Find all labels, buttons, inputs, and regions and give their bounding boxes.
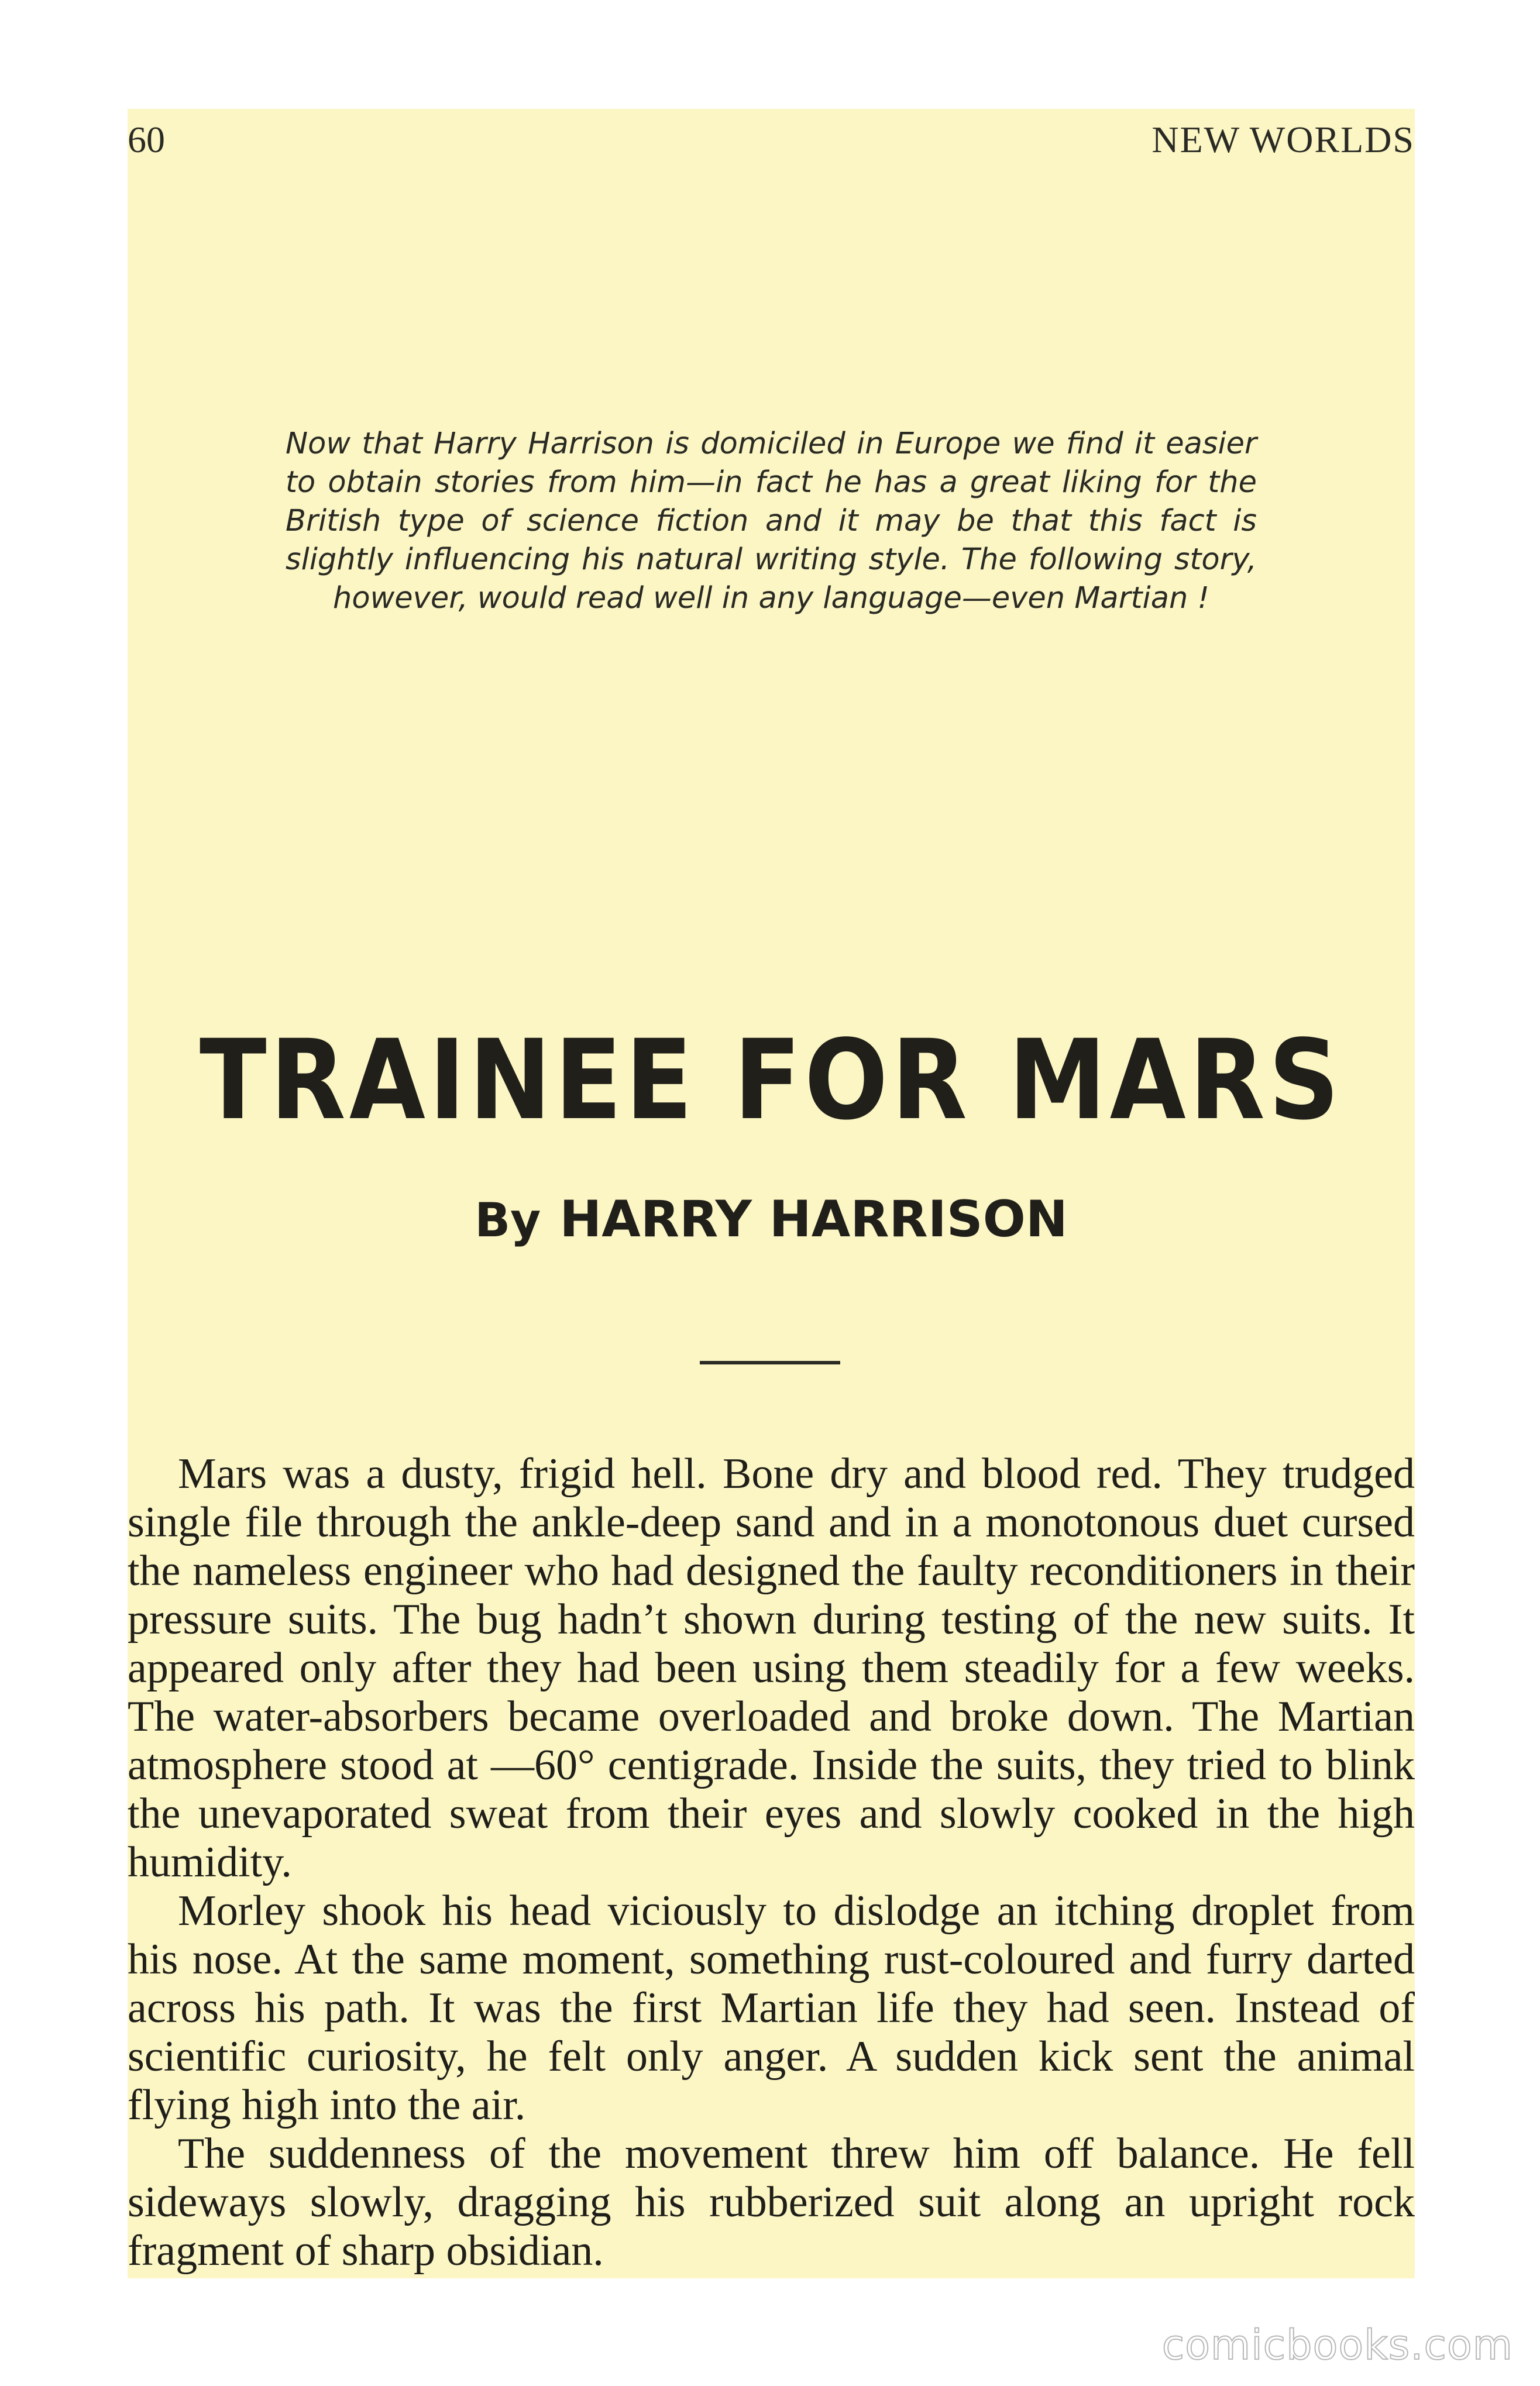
story-paragraph: The suddenness of the movement threw him off balance. He fell sideways slowly, dragging his rubberized suit along an upright rock fragment of sharp obsidian. <box>128 2130 1415 2275</box>
story-paragraph: Mars was a dusty, frigid hell. Bone dry and blood red. They trudged single file through the ankle-deep sand and in a monotonous duet cursed the nameless engineer who had designed the faulty reconditioners in their pressure suits. The bug hadn’t shown during testing of the new suits. It appeared only after they had been using them steadily for a few weeks. The water-absorbers became overloaded and broke down. The Martian atmosphere stood at —60° centigrade. Inside the suits, they tried to blink the unevaporated sweat from their eyes and slowly cooked in the high humidity. <box>128 1450 1415 1886</box>
story-title: TRAINEE FOR MARS <box>199 1016 1343 1144</box>
page-header <box>128 114 1415 166</box>
magazine-page <box>128 109 1415 2278</box>
editorial-intro: Now that Harry Harrison is domiciled in Europe we find it easier to obtain stories from him—in fact he has a great liking for the British type of science fiction and it may be that this fact is slightly influencing his natural writing style. The following story, however, would read well in any language—even Martian ! <box>286 427 1257 616</box>
story-body <box>128 1450 1415 2275</box>
running-head: NEW WORLDS <box>1151 119 1415 160</box>
watermark: comicbooks.com <box>1161 2321 1513 2369</box>
byline <box>128 1184 1415 1256</box>
author-name: HARRY HARRISON <box>559 1190 1068 1249</box>
section-divider <box>700 1361 840 1364</box>
page-number: 60 <box>128 119 165 160</box>
byline-prefix: By <box>475 1193 541 1247</box>
story-paragraph: Morley shook his head viciously to dislodge an itching droplet from his nose. At the same moment, something rust-coloured and furry darted across his path. It was the first Martian life they had seen. Instead of scientific curiosity, he felt only anger. A sudden kick sent the animal flying high into the air. <box>128 1887 1415 2129</box>
